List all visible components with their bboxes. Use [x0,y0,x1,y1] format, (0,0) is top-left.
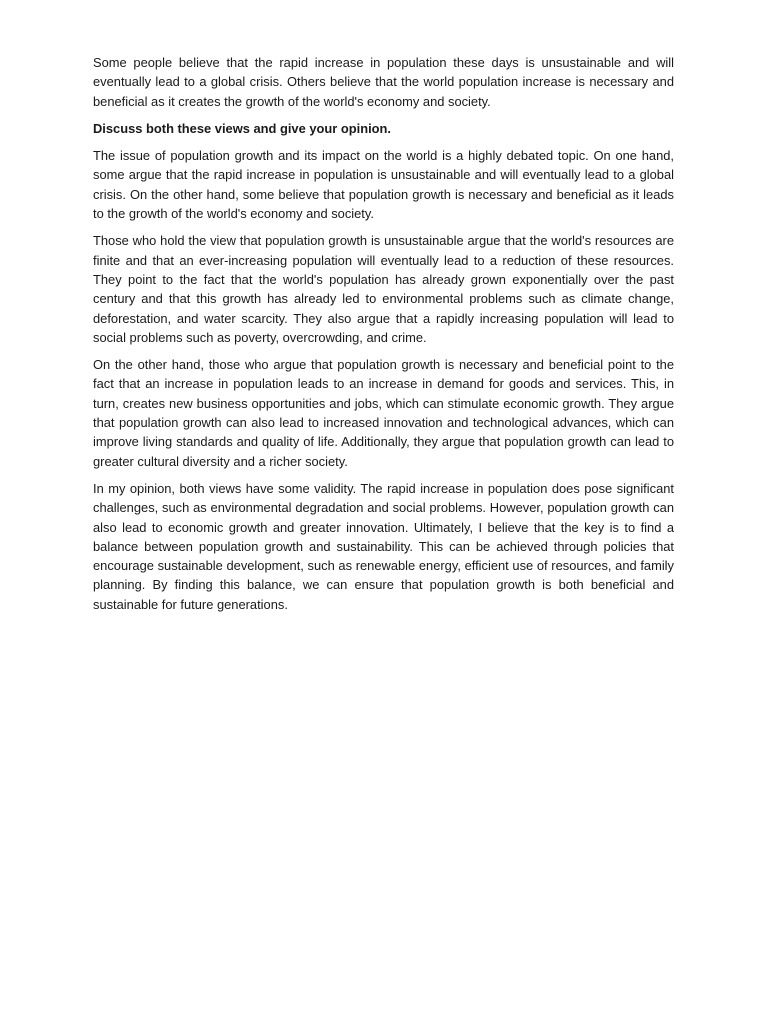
unsustainable-view-paragraph: Those who hold the view that population growth is unsustainable argue that the world's resources are finite and that an ever-increasing population will eventually lead to a reduction of these resources. They point to the fact that the world's population has already grown exponentially over the past century and that this growth has already led to environmental problems such as climate change, deforestation, and water scarcity. They also argue that a rapidly increasing population will lead to social problems such as poverty, overcrowding, and crime. [93,233,674,345]
essay-question: Discuss both these views and give your opinion. [93,120,391,136]
beneficial-view-paragraph: On the other hand, those who argue that population growth is necessary and beneficial point to the fact that an increase in population leads to an increase in demand for goods and services. This, in turn, creates new business opportunities and jobs, which can stimulate economic growth. They argue that population growth can also lead to increased innovation and technological advances, which can improve living standards and quality of life. Additionally, they argue that population growth can lead to greater cultural diversity and a richer society. [93,357,674,469]
document-page [93,53,674,622]
essay-prompt-statement: Some people believe that the rapid increase in population these days is unsustainable and will eventually lead to a global crisis. Others believe that the world population increase is necessary and beneficial as it creates the growth of the world's economy and society. [93,55,674,109]
opinion-conclusion-paragraph: In my opinion, both views have some validity. The rapid increase in population does pose significant challenges, such as environmental degradation and social problems. However, population growth can also lead to economic growth and greater innovation. Ultimately, I believe that the key is to find a balance between population growth and sustainability. This can be achieved through policies that encourage sustainable development, such as renewable energy, efficient use of resources, and family planning. By finding this balance, we can ensure that population growth is both beneficial and sustainable for future generations. [93,480,674,612]
introduction-paragraph: The issue of population growth and its impact on the world is a highly debated topic. On one hand, some argue that the rapid increase in population is unsustainable and will eventually lead to a global crisis. On the other hand, some believe that population growth is necessary and beneficial as it leads to the growth of the world's economy and society. [93,148,674,222]
